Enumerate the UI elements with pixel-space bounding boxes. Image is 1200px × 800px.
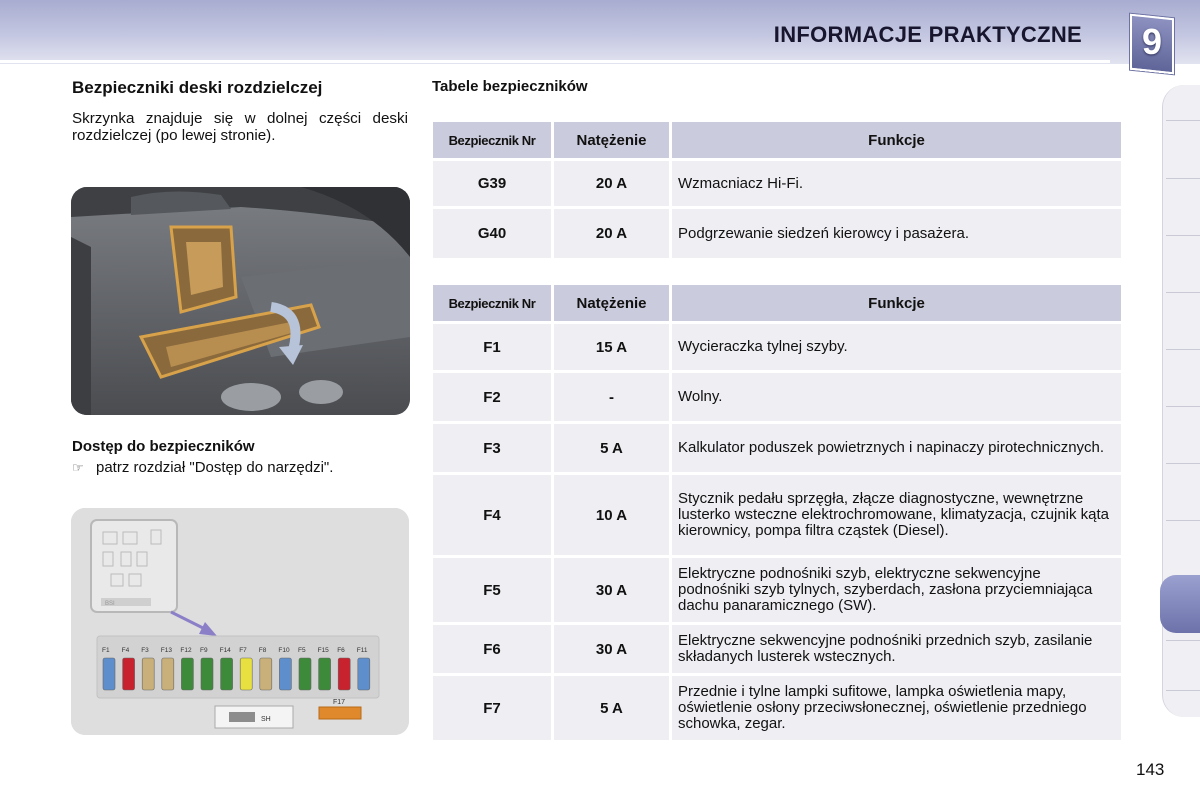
dashboard-photo (71, 187, 410, 415)
table-row (433, 475, 1121, 555)
table-row (433, 676, 1121, 740)
access-text: patrz rozdział "Dostęp do narzędzi". (96, 459, 334, 476)
fuse-f3 (142, 658, 154, 690)
fuse-nr: G39 (433, 161, 551, 206)
tables-heading: Tabele bezpieczników (432, 78, 588, 95)
col-header-amp: Natężenie (554, 122, 669, 158)
fuse-label: F14 (219, 647, 231, 654)
fuse-table-f (430, 282, 1124, 743)
tab-divider (1166, 349, 1200, 350)
relay-label: BSI (105, 601, 115, 607)
tab-chapter-9[interactable] (1160, 575, 1200, 633)
fuse-nr: G40 (433, 209, 551, 258)
tab-divider (1166, 120, 1200, 121)
col-header-nr: Bezpiecznik Nr (433, 122, 551, 158)
fuse-function: Kalkulator poduszek powietrznych i napinaczy pirotechnicznych. (672, 424, 1121, 472)
shunt-label: SH (261, 716, 271, 723)
tab-divider (1166, 292, 1200, 293)
location-description: Skrzynka znajduje się w dolnej części deski rozdzielczej (po lewej stronie). (72, 110, 408, 144)
fuse-f13 (162, 658, 174, 690)
fuse-label: F1 (102, 647, 110, 654)
tab-divider (1166, 178, 1200, 179)
fuse-label: F8 (258, 647, 267, 654)
table-row (433, 625, 1121, 673)
section-title: INFORMACJE PRAKTYCZNE (773, 22, 1082, 47)
access-heading: Dostęp do bezpieczników (72, 438, 255, 455)
relay-box (91, 520, 177, 612)
fuse-function: Przednie i tylne lampki sufitowe, lampka oświetlenia mapy, oświetlenie osłony przeciwsłonecznej, oświetlenie przedniego schowka, zegar. (672, 676, 1121, 740)
fuse-label: F15 (317, 647, 329, 654)
fuse-label: F5 (298, 647, 306, 654)
tab-divider (1166, 235, 1200, 236)
page-number: 143 (1136, 760, 1165, 779)
fuse-f10 (279, 658, 291, 690)
fuse-table-g (430, 119, 1124, 261)
col-header-nr: Bezpiecznik Nr (433, 285, 551, 321)
fuse-nr: F4 (433, 475, 551, 555)
fuse-nr: F2 (433, 373, 551, 421)
dashboard-illustration (71, 187, 410, 415)
tab-divider (1166, 406, 1200, 407)
pointing-hand-icon: ☞ (72, 460, 84, 475)
fuse-function: Wycieraczka tylnej szyby. (672, 324, 1121, 370)
spare-fuse-label: F17 (333, 699, 346, 706)
fuse-amperage: 30 A (554, 558, 669, 622)
fuse-nr: F6 (433, 625, 551, 673)
fuse-nr: F3 (433, 424, 551, 472)
fuse-f12 (181, 658, 193, 690)
fuse-amperage: 5 A (554, 676, 669, 740)
fuse-f5 (299, 658, 311, 690)
fuse-nr: F7 (433, 676, 551, 740)
header-rule (0, 60, 1110, 63)
table-header-row (433, 285, 1121, 321)
section-heading: Bezpieczniki deski rozdzielczej (72, 78, 323, 97)
fuse-amperage: 20 A (554, 161, 669, 206)
fuse-nr: F5 (433, 558, 551, 622)
fuse-amperage: - (554, 373, 669, 421)
fuse-amperage: 20 A (554, 209, 669, 258)
fuse-function: Elektryczne sekwencyjne podnośniki przednich szyb, zasilanie składanych lusterek wstecznych. (672, 625, 1121, 673)
tab-divider (1166, 520, 1200, 521)
table-row (433, 373, 1121, 421)
tab-divider (1166, 463, 1200, 464)
fuse-label: F9 (200, 647, 208, 654)
fuse-label: F13 (160, 647, 173, 654)
fuse-label: F11 (356, 647, 368, 654)
fuse-label: F12 (180, 647, 192, 654)
fuse-f1 (103, 658, 115, 690)
tab-divider (1166, 640, 1200, 641)
fuse-label: F7 (239, 647, 247, 654)
chapter-number: 9 (1141, 21, 1163, 62)
fuse-f9 (201, 658, 213, 690)
fuse-label: F3 (141, 647, 149, 654)
col-header-fn: Funkcje (672, 285, 1121, 321)
table-row (433, 161, 1121, 206)
fuse-f15 (319, 658, 331, 690)
table-header-row (433, 122, 1121, 158)
fuse-box-diagram (71, 508, 409, 735)
shunt (215, 706, 293, 728)
table-row (433, 324, 1121, 370)
fuse-f7 (240, 658, 252, 690)
col-header-amp: Natężenie (554, 285, 669, 321)
fuse-amperage: 10 A (554, 475, 669, 555)
fuse-box-illustration (71, 508, 409, 735)
fuse-amperage: 5 A (554, 424, 669, 472)
table-row (433, 558, 1121, 622)
fuse-function: Wzmacniacz Hi-Fi. (672, 161, 1121, 206)
fuse-label: F10 (278, 647, 290, 654)
table-row (433, 424, 1121, 472)
fuse-function: Stycznik pedału sprzęgła, złącze diagnostyczne, wewnętrzne lusterko wsteczne elektrochromowane, klimatyzacja, czujnik kąta kierownicy, pompa filtra cząstek (Diesel). (672, 475, 1121, 555)
col-header-fn: Funkcje (672, 122, 1121, 158)
fuse-f8 (260, 658, 272, 690)
fuse-label: F4 (121, 647, 130, 654)
fuse-nr: F1 (433, 324, 551, 370)
table-row (433, 209, 1121, 258)
fuse-label: F6 (337, 647, 345, 654)
tab-divider (1166, 690, 1200, 691)
fuse-f14 (221, 658, 233, 690)
fuse-f11 (358, 658, 370, 690)
access-reference (72, 459, 333, 476)
fuse-amperage: 30 A (554, 625, 669, 673)
fuse-f6 (338, 658, 350, 690)
fuse-amperage: 15 A (554, 324, 669, 370)
fuse-f4 (123, 658, 135, 690)
fuse-function: Wolny. (672, 373, 1121, 421)
fuse-function: Elektryczne podnośniki szyb, elektryczne sekwencyjne podnośniki szyb tylnych, szyberdach, zasłona przyciemniająca dachu panaramicznego (SW). (672, 558, 1121, 622)
fuse-function: Podgrzewanie siedzeń kierowcy i pasażera. (672, 209, 1121, 258)
